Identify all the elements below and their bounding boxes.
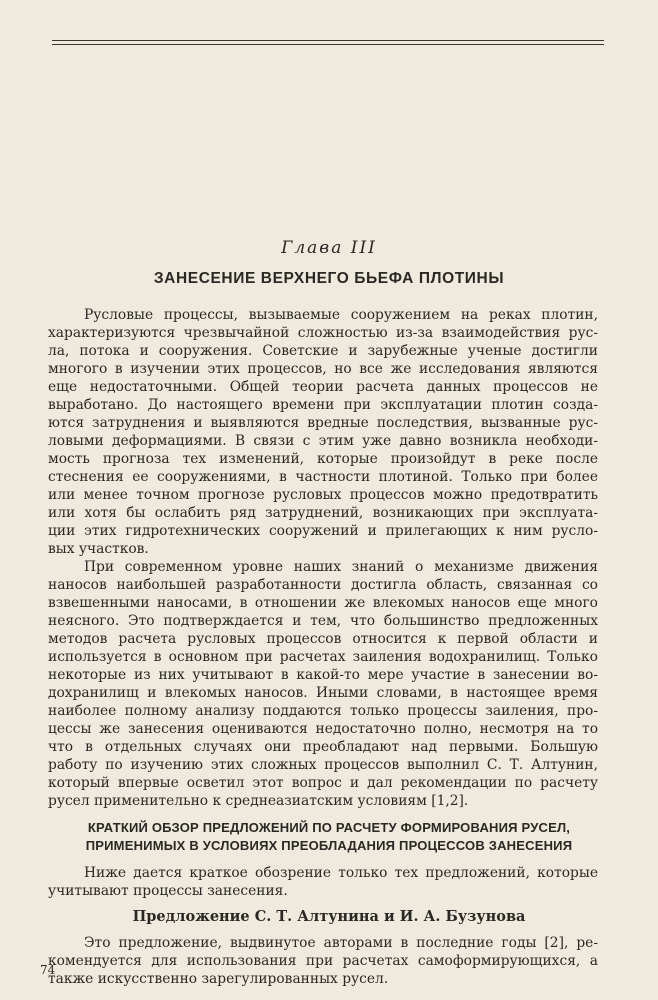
- text-line: Это предложение, выдвинутое авторами в последние годы [2], ре-: [84, 935, 598, 951]
- text-line: наиболее полному анализу поддаются только процессы заиления, про-: [48, 703, 598, 719]
- header-rule-thin: [52, 44, 604, 45]
- section-heading-line: ПРИМЕНИМЫХ В УСЛОВИЯХ ПРЕОБЛАДАНИЯ ПРОЦЕССОВ ЗАНЕСЕНИЯ: [85, 838, 573, 853]
- subsection-heading: Предложение С. Т. Алтунина и И. А. Бузунова: [132, 908, 526, 925]
- header-rule-thick: [52, 40, 604, 41]
- text-line: мость прогноза тех изменений, которые произойдут в реке после: [48, 451, 598, 467]
- text-line: ла, потока и сооружения. Советские и зарубежные ученые достигли: [48, 343, 598, 359]
- text-line: учитывают процессы занесения.: [48, 883, 288, 899]
- text-line: используется в основном при расчетах заиления водохранилищ. Только: [48, 649, 598, 665]
- chapter-title: ЗАНЕСЕНИЕ ВЕРХНЕГО БЬЕФА ПЛОТИНЫ: [153, 270, 505, 287]
- text-line: дохранилищ и влекомых наносов. Иными словами, в настоящее время: [48, 685, 598, 701]
- text-line: некоторые из них учитывают в какой-то мере участие в занесении во-: [48, 667, 598, 683]
- text-line: который впервые осветил этот вопрос и дал рекомендации по расчету: [48, 775, 598, 791]
- section-heading-line: КРАТКИЙ ОБЗОР ПРЕДЛОЖЕНИЙ ПО РАСЧЕТУ ФОРМИРОВАНИЯ РУСЕЛ,: [87, 820, 571, 835]
- text-line: стеснения ее сооружениями, в частности плотиной. Только при более: [48, 469, 598, 485]
- text-line: еще недостаточными. Общей теории расчета данных процессов не: [48, 379, 598, 395]
- text-line: При современном уровне наших знаний о механизме движения: [84, 559, 598, 575]
- text-line: работу по изучению этих сложных процессов выполнил С. Т. Алтунин,: [48, 757, 598, 773]
- text-line: взвешенными наносами, в отношении же влекомых наносов еще много: [48, 595, 598, 611]
- text-line: характеризуются чрезвычайной сложностью из-за взаимодействия рус-: [48, 325, 598, 341]
- text-line: Русловые процессы, вызываемые сооружением на реках плотин,: [84, 307, 598, 323]
- text-line: методов расчета русловых процессов относится к первой области и: [48, 631, 598, 647]
- text-line: наносов наибольшей разработанности достигла область, связанная со: [48, 577, 598, 593]
- text-line: ции этих гидротехнических сооружений и прилегающих к ним русло-: [48, 523, 598, 539]
- text-line: ются затруднения и выявляются вредные последствия, вызванные рус-: [48, 415, 598, 431]
- page-number: 74: [40, 963, 56, 977]
- chapter-label: Глава III: [281, 238, 377, 258]
- text-line: комендуется для использования при расчетах самоформирующихся, а: [48, 953, 598, 969]
- text-line: русел применительно к среднеазиатским условиям [1,2].: [48, 793, 469, 809]
- text-line: выработано. До настоящего времени при эксплуатации плотин созда-: [48, 397, 598, 413]
- text-line: многого в изучении этих процессов, но все же исследования являются: [48, 361, 598, 377]
- text-line: или хотя бы ослабить ряд затруднений, возникающих при эксплуата-: [48, 505, 598, 521]
- text-line: Ниже дается краткое обозрение только тех предложений, которые: [84, 865, 598, 881]
- text-line: или менее точном прогнозе русловых процессов можно предотвратить: [48, 487, 598, 503]
- text-line: что в отдельных случаях они преобладают над первыми. Большую: [48, 739, 598, 755]
- text-line: вых участков.: [48, 541, 149, 557]
- text-line: ловыми деформациями. В связи с этим уже давно возникла необходи-: [48, 433, 598, 449]
- text-line: цессы же занесения оцениваются недостаточно полно, несмотря на то: [48, 721, 598, 737]
- text-line: неясного. Это подтверждается и тем, что большинство предложенных: [48, 613, 598, 629]
- text-line: также искусственно зарегулированных русел.: [48, 971, 389, 987]
